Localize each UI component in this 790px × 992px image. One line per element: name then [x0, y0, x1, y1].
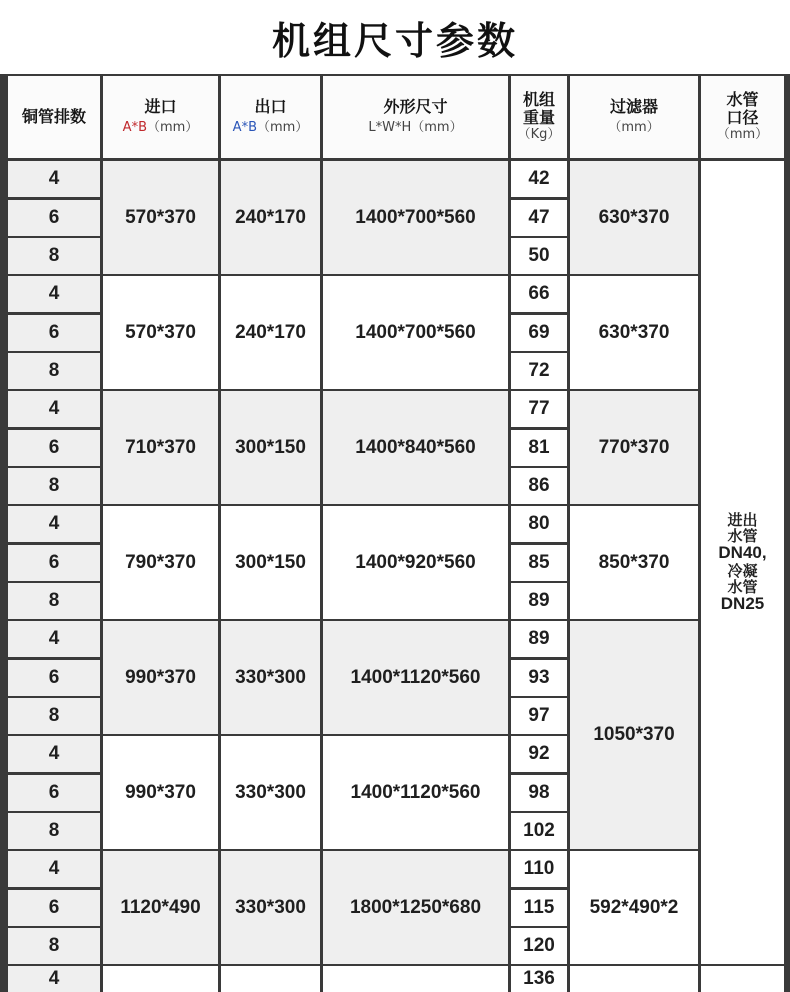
- outlet-cell: 240*170: [221, 161, 320, 274]
- header-weight: [511, 76, 567, 158]
- inlet-cell: 990*370: [103, 621, 218, 734]
- pipe-note-line: 水管: [727, 577, 758, 596]
- weight-cell: 120: [511, 928, 567, 964]
- outlet-cell: 330*300: [221, 851, 320, 964]
- row-count-cell: 8: [8, 583, 100, 619]
- row-count-cell: 8: [8, 353, 100, 389]
- header-pipe-line1: 水管: [726, 89, 759, 109]
- inlet-cell: 710*370: [103, 391, 218, 504]
- parameter-table: [0, 74, 790, 992]
- pipe-note-line: DN40,: [718, 543, 767, 563]
- filter-cell: 630*370: [570, 161, 698, 274]
- header-dimensions-label: 外形尺寸: [383, 97, 448, 117]
- row-count-cell: 4: [8, 621, 100, 657]
- pipe-note-line: 进出: [727, 510, 758, 529]
- pipe-diameter-cell-empty: [701, 966, 784, 992]
- row-count-cell: 4: [8, 161, 100, 197]
- inlet-cell: 790*370: [103, 506, 218, 619]
- weight-cell: 89: [511, 583, 567, 619]
- header-weight-unit: （Kg）: [517, 127, 561, 143]
- weight-cell: 102: [511, 813, 567, 849]
- header-inlet: [103, 76, 218, 158]
- pipe-note-line: DN25: [720, 593, 765, 613]
- filter-cell: 770*370: [570, 391, 698, 504]
- row-count-cell: 6: [8, 315, 100, 351]
- row-count-cell: 4: [8, 966, 100, 992]
- header-outlet-ab: A*B: [232, 119, 257, 135]
- row-count-cell: 4: [8, 851, 100, 887]
- weight-cell: 85: [511, 545, 567, 581]
- weight-cell: 77: [511, 391, 567, 427]
- header-outlet-unit: （mm）: [256, 119, 309, 135]
- dimensions-cell: 1400*920*560: [323, 506, 508, 619]
- dimensions-cell: 1800*1250*680: [323, 851, 508, 964]
- weight-cell: 72: [511, 353, 567, 389]
- row-count-cell: 4: [8, 276, 100, 312]
- weight-cell: 81: [511, 430, 567, 466]
- row-count-cell: 6: [8, 200, 100, 236]
- row-count-cell: 6: [8, 890, 100, 926]
- row-count-cell: 6: [8, 430, 100, 466]
- weight-cell: 98: [511, 775, 567, 811]
- row-count-cell: 8: [8, 928, 100, 964]
- header-dimensions: [323, 76, 508, 158]
- header-weight-line1: 机组: [522, 89, 555, 109]
- weight-cell: 89: [511, 621, 567, 657]
- weight-cell: 86: [511, 468, 567, 504]
- dimensions-cell: 1400*700*560: [323, 161, 508, 274]
- dimensions-cell: 1400*1120*560: [323, 736, 508, 849]
- row-count-cell: 6: [8, 545, 100, 581]
- row-count-cell: 6: [8, 775, 100, 811]
- weight-cell: 136: [511, 966, 567, 992]
- outlet-cell: 300*150: [221, 506, 320, 619]
- row-count-cell: 8: [8, 813, 100, 849]
- row-count-cell: 4: [8, 391, 100, 427]
- header-inlet-label: 进口: [144, 97, 177, 117]
- dimensions-cell: [323, 966, 508, 992]
- dimensions-cell: 1400*700*560: [323, 276, 508, 389]
- weight-cell: 92: [511, 736, 567, 772]
- header-filter-label: 过滤器: [609, 97, 658, 117]
- header-pipe-line2: 口径: [726, 108, 759, 128]
- header-outlet-label: 出口: [254, 97, 287, 117]
- header-inlet-ab: A*B: [122, 119, 147, 135]
- filter-cell: 592*490*2: [570, 851, 698, 964]
- dimensions-cell: 1400*840*560: [323, 391, 508, 504]
- filter-cell: [570, 966, 698, 992]
- inlet-cell: 570*370: [103, 276, 218, 389]
- header-inlet-unit: （mm）: [146, 119, 199, 135]
- weight-cell: 50: [511, 238, 567, 274]
- header-outlet: [221, 76, 320, 158]
- weight-cell: 115: [511, 890, 567, 926]
- weight-cell: 47: [511, 200, 567, 236]
- row-count-cell: 8: [8, 468, 100, 504]
- filter-cell: 630*370: [570, 276, 698, 389]
- inlet-cell: 990*370: [103, 736, 218, 849]
- weight-cell: 66: [511, 276, 567, 312]
- outlet-cell: 300*150: [221, 391, 320, 504]
- page-title: 机组尺寸参数: [271, 19, 518, 63]
- pipe-note-line: 冷凝: [727, 561, 758, 580]
- header-pipe: [701, 76, 784, 158]
- header-weight-line2: 重量: [522, 108, 555, 128]
- inlet-cell: [103, 966, 218, 992]
- outlet-cell: 330*300: [221, 621, 320, 734]
- weight-cell: 80: [511, 506, 567, 542]
- outlet-cell: [221, 966, 320, 992]
- row-count-cell: 8: [8, 238, 100, 274]
- weight-cell: 69: [511, 315, 567, 351]
- row-count-cell: 6: [8, 660, 100, 696]
- row-count-cell: 8: [8, 698, 100, 734]
- header-pipe-unit: （mm）: [716, 127, 769, 143]
- outlet-cell: 240*170: [221, 276, 320, 389]
- header-filter-unit: （mm）: [608, 119, 660, 135]
- header-rows-label: 铜管排数: [21, 106, 86, 126]
- weight-cell: 42: [511, 161, 567, 197]
- inlet-cell: 570*370: [103, 161, 218, 274]
- outlet-cell: 330*300: [221, 736, 320, 849]
- weight-cell: 110: [511, 851, 567, 887]
- inlet-cell: 1120*490: [103, 851, 218, 964]
- header-dimensions-unit: L*W*H（mm）: [368, 119, 463, 135]
- filter-cell: 1050*370: [570, 621, 698, 849]
- weight-cell: 97: [511, 698, 567, 734]
- filter-cell: 850*370: [570, 506, 698, 619]
- dimensions-cell: 1400*1120*560: [323, 621, 508, 734]
- header-rows: [8, 76, 100, 158]
- header-filter: [570, 76, 698, 158]
- pipe-diameter-cell: [701, 161, 784, 964]
- row-count-cell: 4: [8, 736, 100, 772]
- weight-cell: 93: [511, 660, 567, 696]
- row-count-cell: 4: [8, 506, 100, 542]
- pipe-note-line: 水管: [727, 526, 758, 545]
